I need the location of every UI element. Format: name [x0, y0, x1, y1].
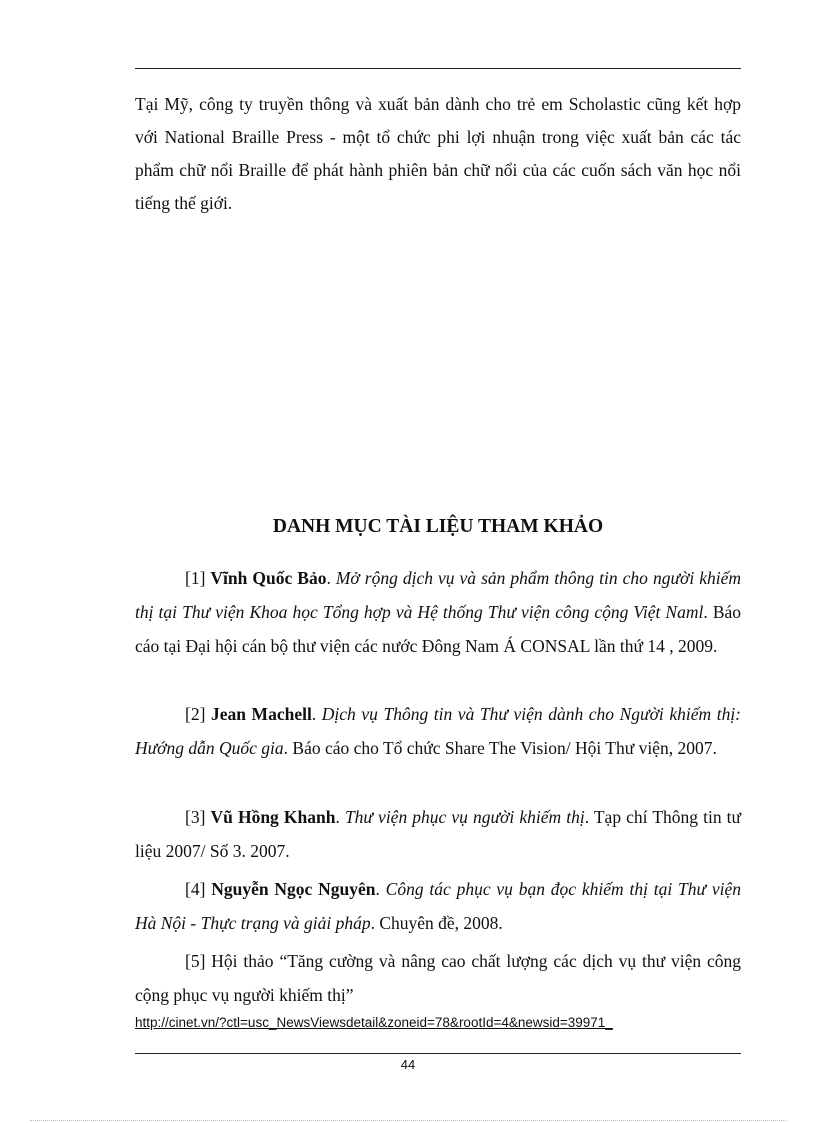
- page-number: 44: [400, 1057, 416, 1072]
- reference-title: Dịch vụ Thông tin và Thư viện dành cho Người khiếm thị: Hướng dẫn Quốc gia: [135, 704, 742, 758]
- reference-title: Thư viện phục vụ người khiếm thị: [344, 807, 585, 827]
- reference-title: Công tác phục vụ bạn đọc khiếm thị tại Thư viện Hà Nội - Thực trạng và giải pháp: [135, 879, 742, 933]
- reference-number: [3]: [185, 807, 206, 827]
- reference-item: [135, 944, 741, 1012]
- reference-number: [2]: [185, 704, 206, 724]
- reference-number: [5]: [185, 951, 206, 971]
- reference-author: Vĩnh Quốc Bảo: [210, 568, 327, 588]
- header-rule: [135, 68, 741, 69]
- reference-author: Jean Machell: [210, 704, 312, 724]
- intro-paragraph: Tại Mỹ, công ty truyền thông và xuất bản dành cho trẻ em Scholastic cũng kết hợp với National Braille Press - một tổ chức phi lợi nhuận trong việc xuất bản các tác phẩm chữ nổi Braille để phát hành phiên bản chữ nổi của các cuốn sách văn học nổi tiếng thế giới.: [135, 94, 741, 213]
- reference-item: [1] Vĩnh Quốc Bảo. Mở rộng dịch vụ và sản phẩm thông tin cho người khiếm thị tại Thư viện Khoa học Tổng hợp và Hệ thống Thư viện công cộng Việt Naml. Báo cáo tại Đại hội cán bộ thư viện các nước Đông Nam Á CONSAL lần thứ 14 , 2009.: [135, 568, 742, 656]
- reference-item: [3] Vũ Hồng Khanh. Thư viện phục vụ người khiếm thị. Tạp chí Thông tin tư liệu 2007/ Số 3. 2007.: [135, 807, 742, 861]
- reference-number: [1]: [185, 568, 206, 588]
- reference-url-link[interactable]: http://cinet.vn/?ctl=usc_NewsViewsdetail&zoneid=78&rootId=4&newsid=39971_: [135, 1015, 613, 1030]
- reference-author: Nguyễn Ngọc Nguyên: [211, 879, 376, 899]
- reference-rest: Báo cáo cho Tổ chức Share The Vision/ Hội Thư viện, 2007.: [292, 738, 717, 758]
- reference-item: [2] Jean Machell. Dịch vụ Thông tin và Thư viện dành cho Người khiếm thị: Hướng dẫn Quốc gia. Báo cáo cho Tổ chức Share The Vision/ Hội Thư viện, 2007.: [135, 704, 742, 758]
- reference-author: Vũ Hồng Khanh: [210, 807, 336, 827]
- references-heading: DANH MỤC TÀI LIỆU THAM KHẢO: [272, 516, 604, 537]
- reference-rest: Tạp chí Thông tin tư liệu 2007/ Số 3. 2007.: [135, 807, 742, 861]
- reference-number: [4]: [185, 879, 206, 899]
- reference-item: [4] Nguyễn Ngọc Nguyên. Công tác phục vụ bạn đọc khiếm thị tại Thư viện Hà Nội - Thực trạng và giải pháp. Chuyên đề, 2008.: [135, 879, 742, 933]
- footer-rule: [135, 1053, 741, 1054]
- reference-title: Mở rộng dịch vụ và sản phẩm thông tin cho người khiếm thị tại Thư viện Khoa học Tổng hợp và Hệ thống Thư viện công cộng Việt Naml: [135, 568, 741, 622]
- page-edge-divider: [30, 1120, 786, 1121]
- reference-rest: Chuyên đề, 2008.: [379, 913, 503, 933]
- reference-rest: Báo cáo tại Đại hội cán bộ thư viện các nước Đông Nam Á CONSAL lần thứ 14 , 2009.: [135, 602, 742, 656]
- reference-text: Hội thảo “Tăng cường và nâng cao chất lượng các dịch vụ thư viện công cộng phục vụ người khiếm thị”: [135, 951, 742, 1005]
